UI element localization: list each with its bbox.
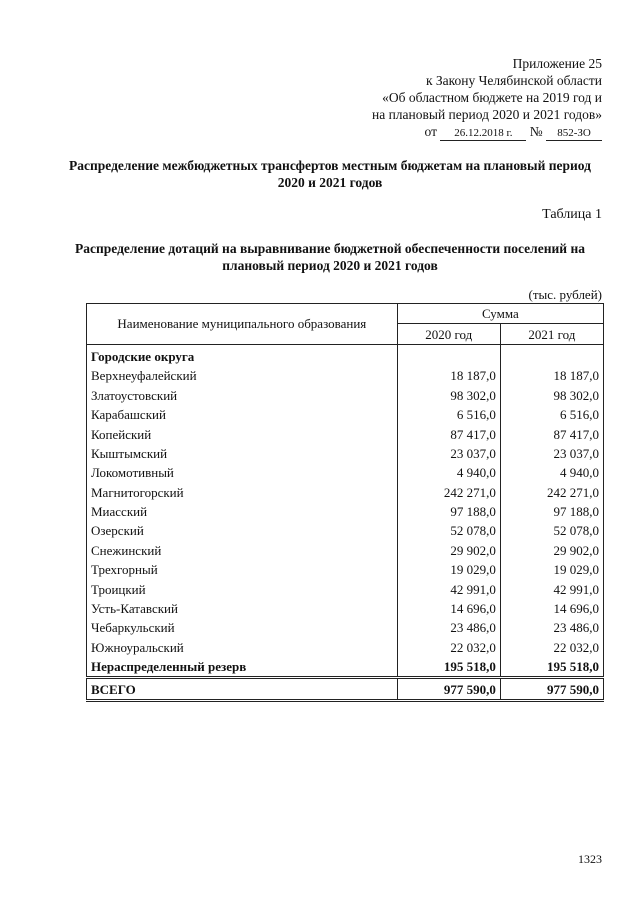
amount-2020: 4 940,0 (397, 463, 500, 482)
appendix-number: Приложение 25 (512, 56, 602, 71)
amount-2021: 4 940,0 (500, 463, 603, 482)
table-row (87, 405, 604, 424)
law-number: 852-ЗО (546, 127, 602, 141)
total-2020: 977 590,0 (397, 678, 500, 700)
total-row (87, 678, 604, 700)
amount-2021: 19 029,0 (500, 560, 603, 579)
subsidy-table (86, 303, 604, 702)
amount-2021: 18 187,0 (500, 366, 603, 385)
amount-2021: 29 902,0 (500, 541, 603, 560)
group-row (87, 344, 604, 366)
amount-2020: 87 417,0 (397, 424, 500, 443)
municipality-name: Копейский (87, 424, 398, 443)
amount-2020: 23 037,0 (397, 444, 500, 463)
municipality-name: Троицкий (87, 579, 398, 598)
law-date: 26.12.2018 г. (440, 127, 526, 141)
units-label: (тыс. рублей) (528, 287, 602, 302)
municipality-name: Озерский (87, 521, 398, 540)
municipality-name: Златоустовский (87, 386, 398, 405)
amount-2020: 14 696,0 (397, 599, 500, 618)
amount-2020: 52 078,0 (397, 521, 500, 540)
table-row (87, 599, 604, 618)
from-label: от (424, 124, 437, 139)
column-header-sum: Сумма (397, 304, 603, 324)
amount-2020: 97 188,0 (397, 502, 500, 521)
table-row (87, 541, 604, 560)
amount-2021: 52 078,0 (500, 521, 603, 540)
municipality-name: Снежинский (87, 541, 398, 560)
reserve-name: Нераспределенный резерв (87, 657, 398, 678)
municipality-name: Миасский (87, 502, 398, 521)
table-row (87, 424, 604, 443)
law-reference: к Закону Челябинской области (425, 73, 602, 88)
law-title-line1: «Об областном бюджете на 2019 год и (382, 90, 602, 105)
reserve-row (87, 657, 604, 678)
table-row (87, 483, 604, 502)
appendix-header (302, 55, 602, 141)
municipality-name: Южноуральский (87, 638, 398, 657)
amount-2020: 42 991,0 (397, 579, 500, 598)
amount-2021: 42 991,0 (500, 579, 603, 598)
table-row (87, 463, 604, 482)
amount-2021: 22 032,0 (500, 638, 603, 657)
municipality-name: Трехгорный (87, 560, 398, 579)
column-header-2021: 2021 год (500, 324, 603, 344)
total-name: ВСЕГО (87, 678, 398, 700)
amount-2021: 98 302,0 (500, 386, 603, 405)
amount-2021: 14 696,0 (500, 599, 603, 618)
table-row (87, 444, 604, 463)
table-row (87, 638, 604, 657)
law-date-number (302, 123, 602, 141)
page-number: 1323 (578, 852, 602, 866)
table-row (87, 386, 604, 405)
table-row (87, 579, 604, 598)
municipality-name: Верхнеуфалейский (87, 366, 398, 385)
amount-2021: 23 037,0 (500, 444, 603, 463)
amount-2020: 29 902,0 (397, 541, 500, 560)
table-row (87, 521, 604, 540)
law-title-line2: на плановый период 2020 и 2021 годов» (371, 107, 602, 122)
amount-2020: 22 032,0 (397, 638, 500, 657)
municipality-name: Кыштымский (87, 444, 398, 463)
table-title: Распределение дотаций на выравнивание бюджетной обеспеченности поселений на плановый период 2020 и 2021 годов (75, 241, 585, 273)
amount-2021: 87 417,0 (500, 424, 603, 443)
table-row (87, 560, 604, 579)
municipality-name: Магнитогорский (87, 483, 398, 502)
column-header-2020: 2020 год (397, 324, 500, 344)
amount-2020: 6 516,0 (397, 405, 500, 424)
municipality-name: Карабашский (87, 405, 398, 424)
number-label: № (529, 124, 543, 139)
table-row (87, 618, 604, 637)
amount-2020: 98 302,0 (397, 386, 500, 405)
document-title: Распределение межбюджетных трансфертов местным бюджетам на плановый период 2020 и 2021 годов (69, 158, 591, 190)
column-header-name: Наименование муниципального образования (87, 304, 398, 345)
reserve-2020: 195 518,0 (397, 657, 500, 678)
amount-2021: 23 486,0 (500, 618, 603, 637)
amount-2020: 242 271,0 (397, 483, 500, 502)
table-row (87, 502, 604, 521)
amount-2020: 18 187,0 (397, 366, 500, 385)
amount-2021: 242 271,0 (500, 483, 603, 502)
total-2021: 977 590,0 (500, 678, 603, 700)
table-label: Таблица 1 (542, 207, 602, 222)
municipality-name: Усть-Катавский (87, 599, 398, 618)
reserve-2021: 195 518,0 (500, 657, 603, 678)
amount-2020: 23 486,0 (397, 618, 500, 637)
amount-2021: 6 516,0 (500, 405, 603, 424)
municipality-name: Локомотивный (87, 463, 398, 482)
table-row (87, 366, 604, 385)
group-header: Городские округа (87, 344, 398, 366)
municipality-name: Чебаркульский (87, 618, 398, 637)
amount-2021: 97 188,0 (500, 502, 603, 521)
amount-2020: 19 029,0 (397, 560, 500, 579)
